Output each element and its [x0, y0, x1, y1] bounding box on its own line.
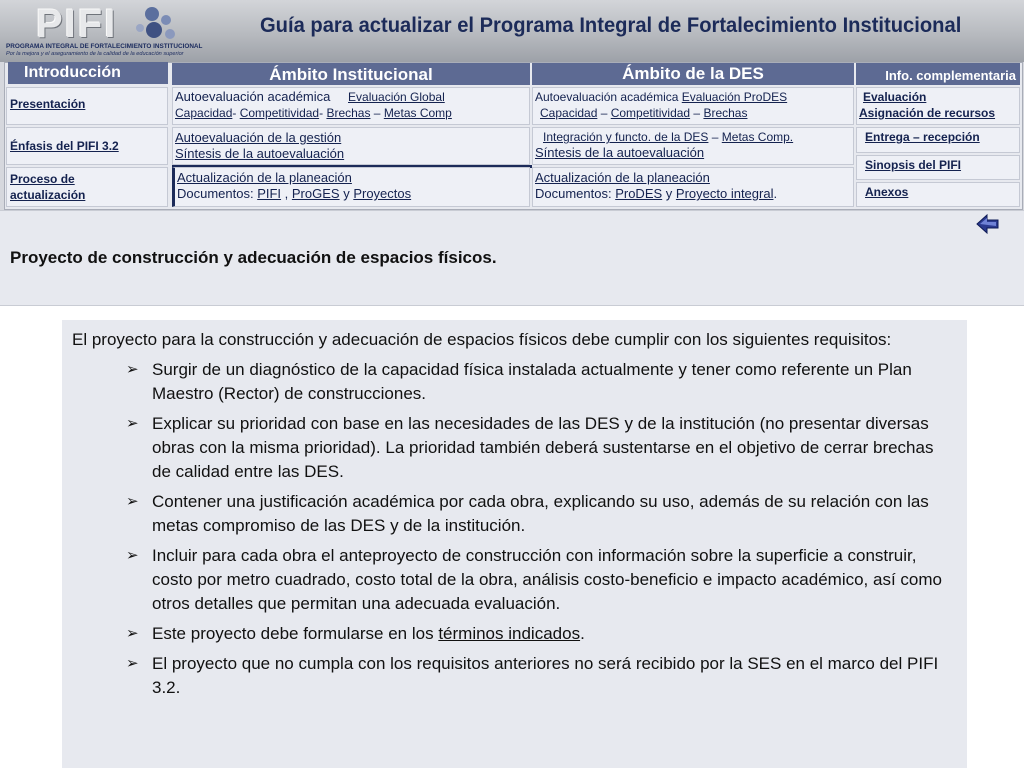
list-item	[126, 622, 949, 646]
list-item	[126, 652, 949, 700]
requirement-text: El proyecto que no cumpla con los requisitos anteriores no será recibido por la SES en el marco del PIFI 3.2.	[152, 654, 939, 697]
info-link-evaluacion[interactable]: Evaluación	[863, 90, 927, 104]
nav-cell-inst-planeacion	[172, 167, 530, 207]
page-title: Proyecto de construcción y adecuación de espacios físicos.	[10, 248, 497, 267]
logo-caption: PROGRAMA INTEGRAL DE FORTALECIMIENTO INSTITUCIONAL	[6, 43, 203, 50]
bullet-arrow-icon: ➢	[126, 415, 139, 432]
requirement-text: Explicar su prioridad con base en las necesidades de las DES y de la institución (no presentar diversas obras con la misma prioridad). La prioridad también deberá sustentarse en el objetivo de cerrar brechas de calidad entre las DES.	[152, 414, 934, 481]
info-link-anexos[interactable]: Anexos	[865, 185, 909, 199]
nav-link-proceso-line1[interactable]: Proceso de	[10, 172, 75, 186]
inst-sep-3: –	[370, 106, 384, 120]
inst-link-proyectos[interactable]: Proyectos	[353, 186, 412, 201]
nav-link-presentacion[interactable]: Presentación	[10, 97, 86, 111]
nav-cell-sinopsis	[856, 155, 1020, 180]
inst-link-sintesis[interactable]: Síntesis de la autoevaluación	[175, 146, 345, 161]
header-bar	[0, 0, 1024, 62]
inst-link-evaluacion-global[interactable]: Evaluación Global	[348, 90, 445, 104]
nav-cell-presentacion	[6, 87, 168, 125]
des-link-capacidad[interactable]: Capacidad	[540, 106, 598, 120]
nav-link-proceso-line2[interactable]: actualización	[10, 188, 86, 202]
requirement-text: Incluir para cada obra el anteproyecto de construcción con información sobre la superficie a construir, costo por metro cuadrado, costo total de la obra, análisis costo-beneficio e impacto académico, así como otros detalles que permitan una adecuada evaluación.	[152, 546, 942, 613]
nav-header-ambito-des[interactable]: Ámbito de la DES	[532, 63, 854, 85]
des-link-brechas[interactable]: Brechas	[703, 106, 748, 120]
intro-paragraph: El proyecto para la construcción y adecuación de espacios físicos debe cumplir con los siguientes requisitos:	[72, 330, 892, 349]
des-link-sintesis[interactable]: Síntesis de la autoevaluación	[535, 145, 705, 160]
bullet-arrow-icon: ➢	[126, 547, 139, 564]
des-link-prodes[interactable]: ProDES	[615, 186, 663, 201]
list-item	[126, 544, 949, 616]
requirement-text: Contener una justificación académica por cada obra, explicando su uso, además de su relación con las metas compromiso de las DES y de la institución.	[152, 492, 929, 535]
nav-cell-des-autoevaluacion	[532, 87, 854, 125]
inst-link-proges[interactable]: ProGES	[291, 186, 340, 201]
requirement-text-pre: Este proyecto debe formularse en los	[152, 624, 439, 643]
requirement-text: Surgir de un diagnóstico de la capacidad física instalada actualmente y tener como referente un Plan Maestro (Rector) de construcciones.	[152, 360, 912, 403]
inst-link-actualizacion[interactable]: Actualización de la planeación	[177, 170, 352, 185]
inst-link-competitividad[interactable]: Competitividad	[239, 106, 320, 120]
inst-link-metas[interactable]: Metas Comp	[383, 106, 452, 120]
des-docs-y: y	[662, 186, 676, 201]
nav-cell-des-planeacion	[532, 167, 854, 207]
inst-docs-y: y	[339, 186, 354, 201]
logo-tagline: Por la mejora y el aseguramiento de la calidad de la educación superior	[6, 51, 184, 57]
inst-sep-1: -	[232, 106, 240, 120]
inst-autoeval-label: Autoevaluación académica	[175, 89, 331, 104]
des-docs-end: .	[773, 186, 778, 201]
nav-link-enfasis[interactable]: Énfasis del PIFI 3.2	[10, 139, 119, 153]
nav-cell-enfasis	[6, 127, 168, 165]
pifi-logo	[4, 2, 203, 60]
nav-cell-inst-autoevaluacion	[172, 87, 530, 125]
nav-cell-des-integracion	[532, 127, 854, 165]
logo-wordmark: PIFI	[36, 2, 118, 46]
list-item	[126, 490, 949, 538]
nav-cell-anexos	[856, 182, 1020, 207]
nav-cell-evaluacion	[856, 87, 1020, 125]
des-link-actualizacion[interactable]: Actualización de la planeación	[535, 170, 710, 185]
inst-link-pifi[interactable]: PIFI	[257, 186, 282, 201]
requirements-list	[72, 358, 949, 700]
nav-header-info-complementaria[interactable]: Info. complementaria	[856, 63, 1020, 85]
nav-cell-inst-gestion	[172, 127, 530, 165]
info-link-asignacion[interactable]: Asignación de recursos	[859, 106, 996, 120]
info-link-sinopsis[interactable]: Sinopsis del PIFI	[865, 158, 962, 172]
bullet-arrow-icon: ➢	[126, 493, 139, 510]
guide-title: Guía para actualizar el Programa Integral de Fortalecimiento Institucional	[260, 14, 962, 37]
nav-cell-proceso	[6, 167, 168, 207]
content-panel	[62, 320, 967, 768]
inst-link-capacidad[interactable]: Capacidad	[175, 106, 233, 120]
des-sep-2: –	[690, 106, 704, 120]
inst-link-autoeval-gestion[interactable]: Autoevaluación de la gestión	[175, 130, 342, 145]
list-item	[126, 358, 949, 406]
des-integ-sep: –	[708, 130, 722, 144]
nav-header-ambito-institucional[interactable]: Ámbito Institucional	[172, 63, 530, 85]
des-link-competitividad[interactable]: Competitividad	[610, 106, 691, 120]
des-link-metas[interactable]: Metas Comp.	[721, 130, 794, 144]
des-autoeval-label: Autoevaluación académica	[535, 90, 682, 104]
bullet-arrow-icon: ➢	[126, 655, 139, 672]
info-link-entrega[interactable]: Entrega – recepción	[865, 130, 980, 144]
bullet-arrow-icon: ➢	[126, 361, 139, 378]
inst-sep-2: -	[319, 106, 327, 120]
des-link-proyecto-integral[interactable]: Proyecto integral	[675, 186, 774, 201]
inst-documentos-label: Documentos:	[177, 186, 258, 201]
inst-docs-sep: ,	[281, 186, 292, 201]
des-link-integracion[interactable]: Integración y functo. de la DES	[543, 130, 709, 144]
des-documentos-label: Documentos:	[535, 186, 616, 201]
bullet-arrow-icon: ➢	[126, 625, 139, 642]
inst-link-brechas[interactable]: Brechas	[326, 106, 371, 120]
nav-header-introduccion[interactable]: Introducción	[8, 62, 168, 84]
back-arrow-icon[interactable]	[976, 213, 1000, 235]
nav-cell-entrega	[856, 127, 1020, 153]
des-link-evaluacion-prodes[interactable]: Evaluación ProDES	[681, 90, 788, 104]
des-sep-1: –	[597, 106, 611, 120]
requirement-text-post: .	[580, 624, 585, 643]
terminos-indicados-link[interactable]: términos indicados	[438, 624, 581, 643]
list-item	[126, 412, 949, 484]
